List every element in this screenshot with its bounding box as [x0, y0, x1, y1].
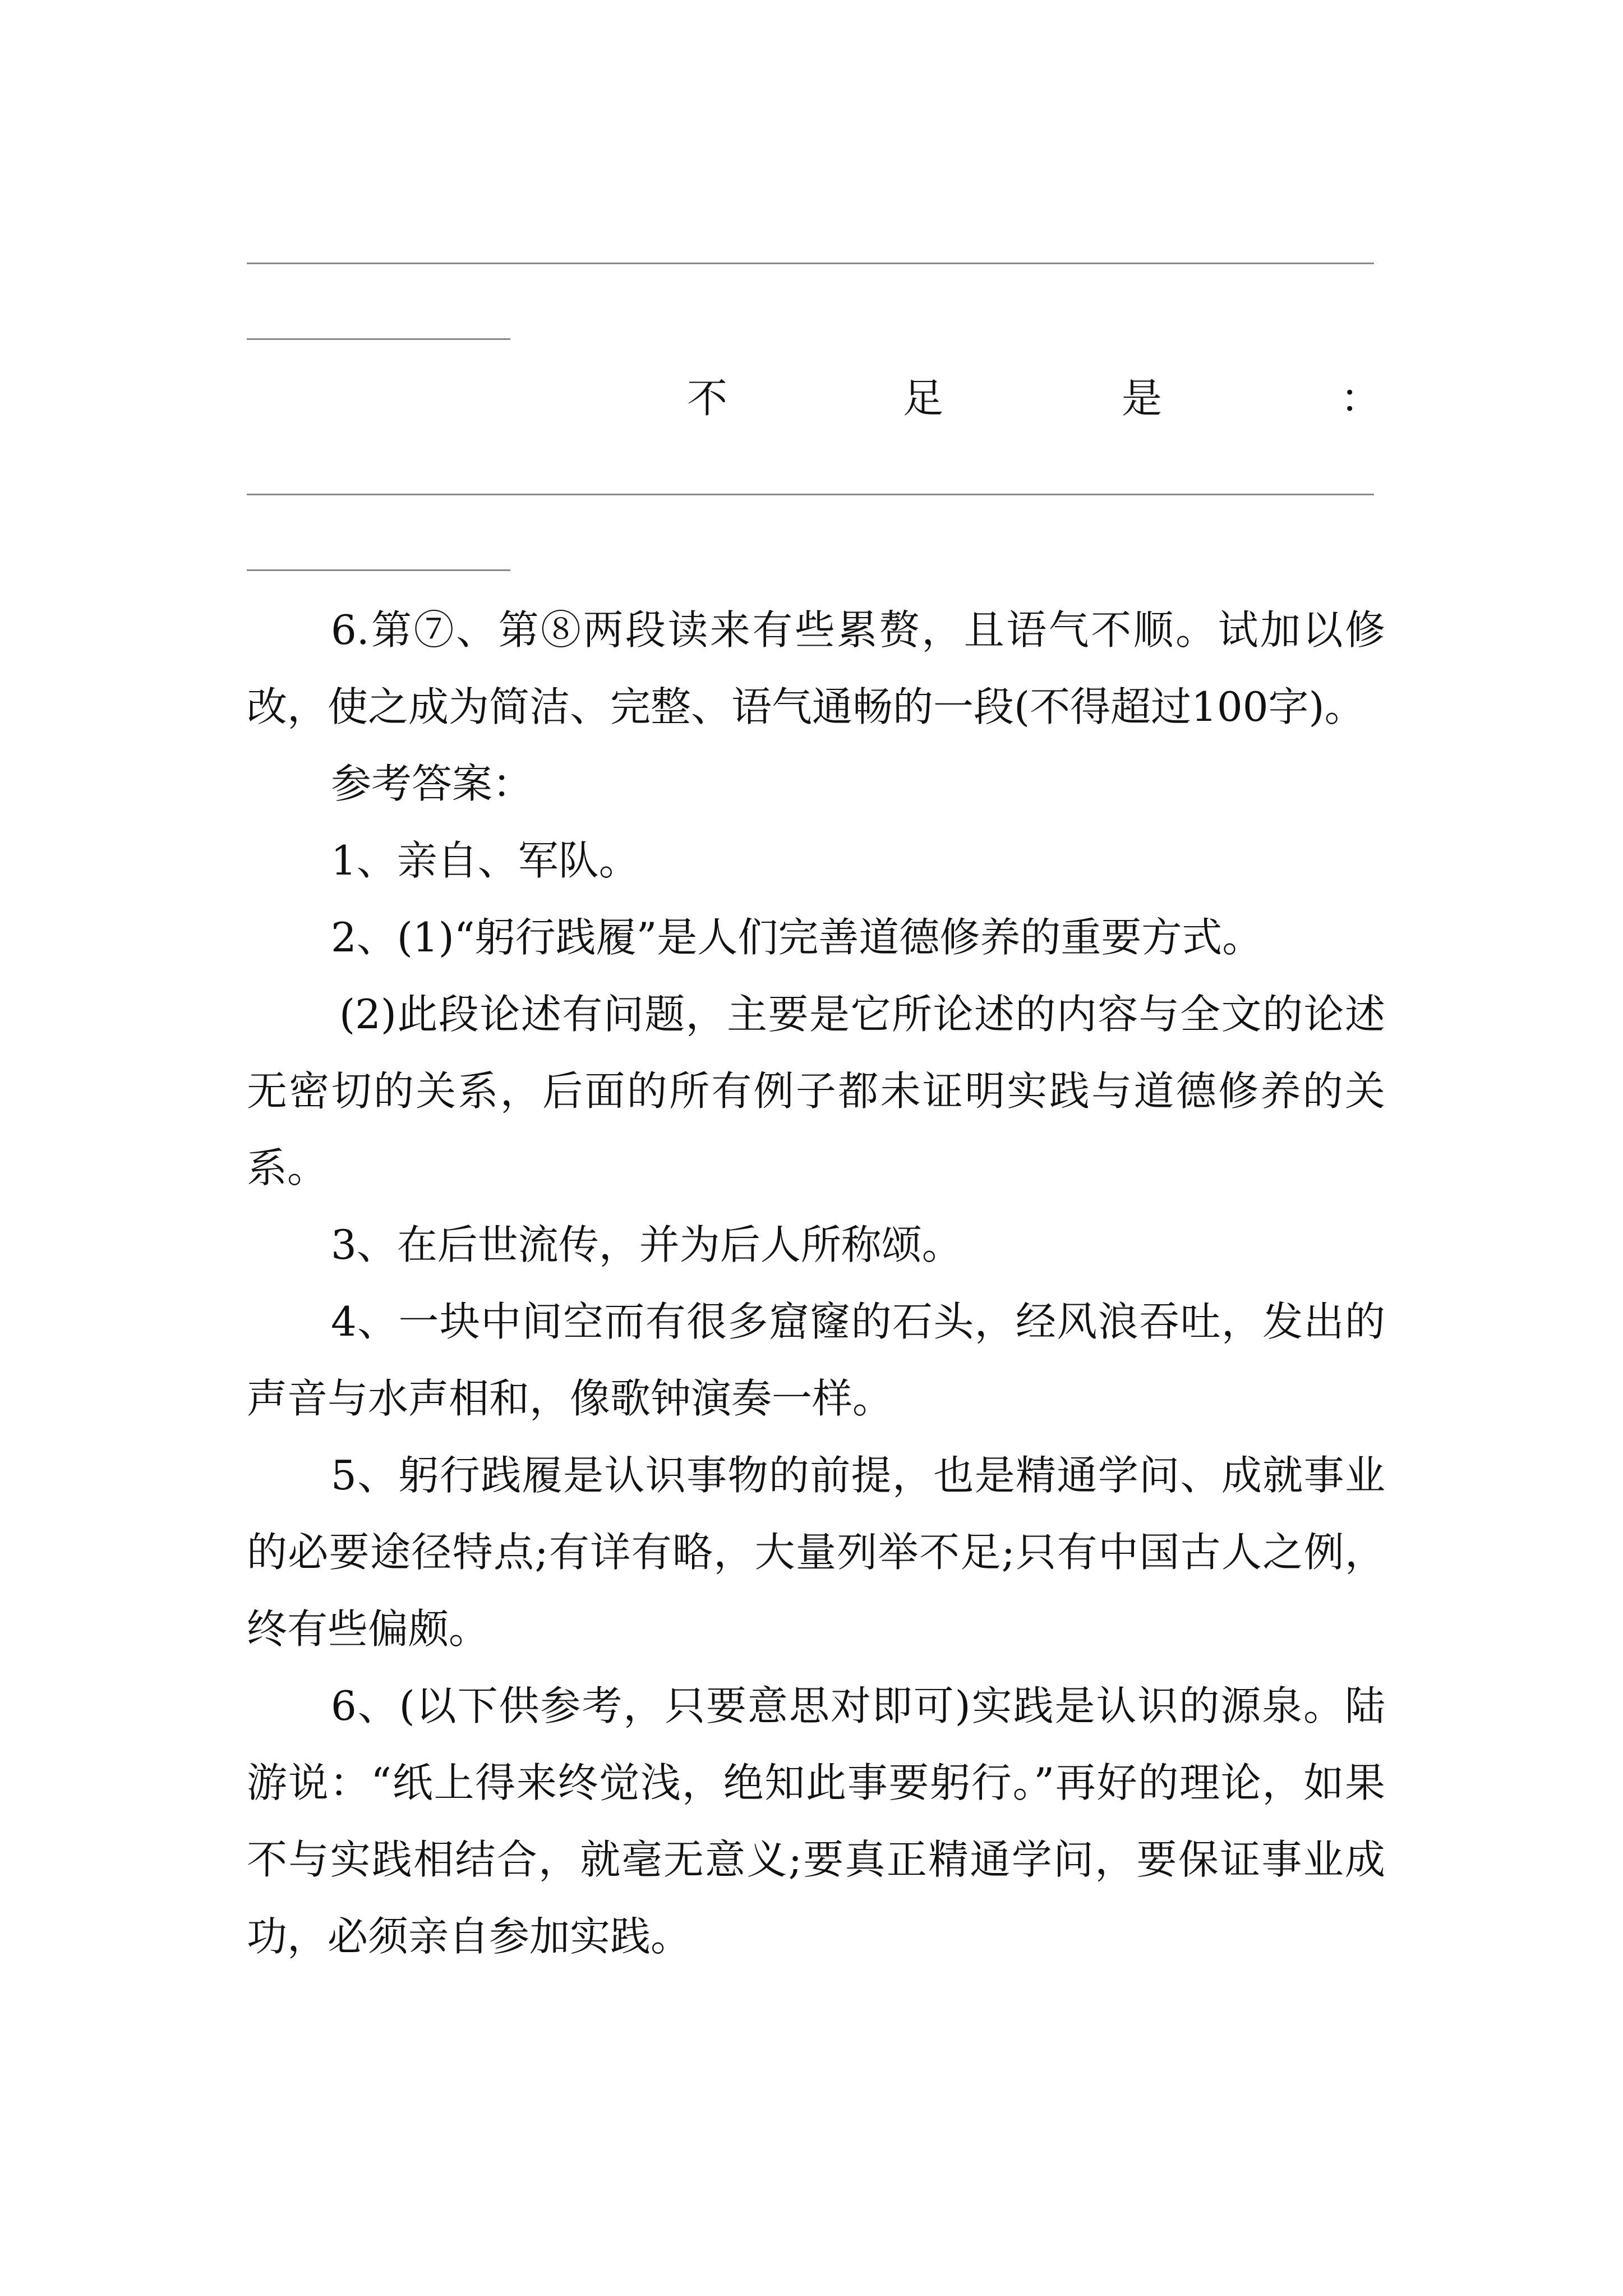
label-char-shi: 是	[1122, 375, 1163, 422]
answer-4: 4、一块中间空而有很多窟窿的石头，经风浪吞吐，发出的声音与水声相和，像歌钟演奏一样。	[247, 1298, 1385, 1422]
question-6: 6.第⑦、第⑧两段读来有些累赘，且语气不顺。试加以修改，使之成为简洁、完整、语气通畅的一段(不得超过100字)。	[247, 606, 1385, 730]
answer-5: 5、躬行践履是认识事物的前提，也是精通学问、成就事业的必要途径特点;有详有略，大量列举不足;只有中国古人之例，终有些偏颇。	[247, 1452, 1385, 1653]
answer-line-2	[247, 494, 1374, 495]
answer-line-2-tail	[247, 569, 510, 571]
answer-line-1	[247, 263, 1374, 264]
answers-heading: 参考答案：	[331, 760, 533, 807]
shortcoming-label	[247, 362, 1381, 435]
label-colon: ：	[1340, 375, 1381, 422]
body-text	[247, 592, 1385, 1975]
label-char-zu: 足	[903, 375, 944, 422]
answer-6: 6、(以下供参考，只要意思对即可)实践是认识的源泉。陆游说：“纸上得来终觉浅，绝知此事要躬行。”再好的理论，如果不与实践相结合，就毫无意义;要真正精通学问，要保证事业成功，必须亲自参加实践。	[247, 1682, 1385, 1960]
answer-3: 3、在后世流传，并为后人所称颂。	[331, 1221, 962, 1268]
answer-line-1-tail	[247, 338, 510, 340]
answer-2-part-1: 2、(1)“躬行践履”是人们完善道德修养的重要方式。	[331, 914, 1263, 961]
answer-2-part-2: (2)此段论述有问题，主要是它所论述的内容与全文的论述无密切的关系，后面的所有例子都未证明实践与道德修养的关系。	[247, 991, 1385, 1191]
label-char-bu: 不	[687, 375, 728, 422]
answer-1: 1、亲自、军队。	[331, 837, 639, 884]
